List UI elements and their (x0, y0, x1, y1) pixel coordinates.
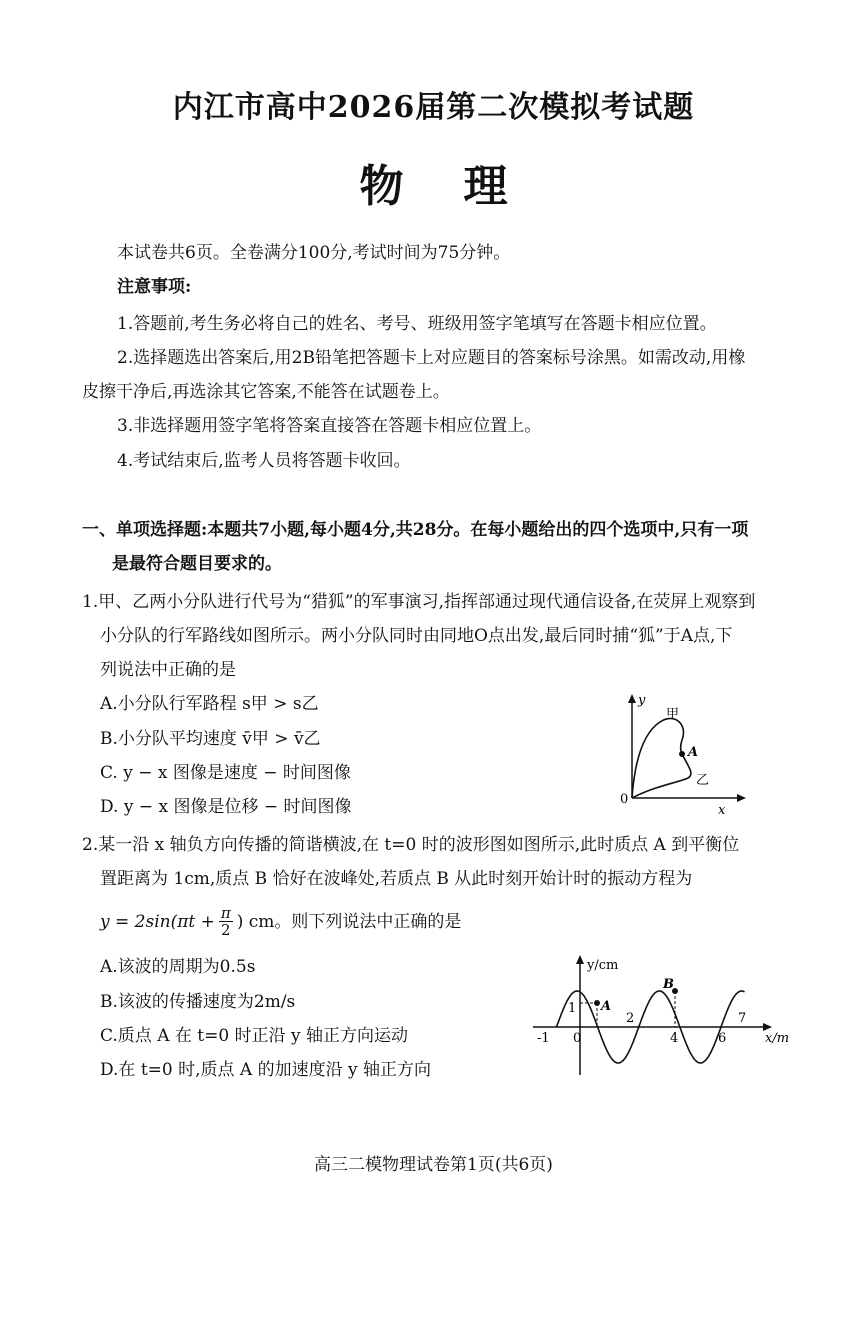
q2-option-a: A.该波的周期为0.5s (100, 957, 256, 977)
y-axis-arrow (628, 694, 636, 703)
fraction-numerator: π (220, 904, 231, 922)
q1-option-a: A.小分队行军路程 s甲 > s乙 (100, 694, 319, 714)
notes-item: 1.答题前,考生务必将自己的姓名、考号、班级用签字笔填写在答题卡相应位置。 (117, 314, 717, 334)
q2-stem: 置距离为 1cm,质点 B 恰好在波峰处,若质点 B 从此时刻开始计时的振动方程为 (100, 869, 693, 889)
exam-intro: 本试卷共6页。全卷满分100分,考试时间为75分钟。 (117, 243, 511, 263)
x-tick: -1 (537, 1031, 550, 1046)
q1-stem: 1.甲、乙两小分队进行代号为“猎狐”的军事演习,指挥部通过现代通信设备,在荧屏上观察到 (82, 592, 756, 612)
equation-suffix: ) cm。则下列说法中正确的是 (236, 911, 462, 932)
notes-item: 皮擦干净后,再选涂其它答案,不能答在试题卷上。 (82, 382, 450, 402)
page-footer: 高三二模物理试卷第1页(共6页) (314, 1155, 553, 1175)
y-tick-1: 1 (568, 1001, 577, 1016)
notes-heading: 注意事项: (117, 277, 192, 297)
yi-label: 乙 (696, 773, 710, 788)
notes-item: 3.非选择题用签字笔将答案直接答在答题卡相应位置上。 (117, 416, 542, 436)
section-heading-cont: 是最符合题目要求的。 (112, 554, 282, 574)
q1-stem: 小分队的行军路线如图所示。两小分队同时由同地O点出发,最后同时捕“狐”于A点,下 (100, 626, 733, 646)
fraction-denominator: 2 (221, 921, 231, 939)
q1-stem: 列说法中正确的是 (100, 660, 236, 680)
x-tick: 6 (718, 1031, 727, 1046)
x-axis-label: x (718, 803, 726, 815)
jia-label: 甲 (666, 707, 680, 722)
subject-title: 物理 (359, 161, 568, 212)
y-axis-label: y (638, 693, 646, 708)
equation-fraction (219, 905, 233, 938)
x-tick: 0 (573, 1031, 582, 1046)
point-b-label: B (663, 977, 674, 992)
jia-route (632, 718, 683, 798)
notes-item: 2.选择题选出答案后,用2B铅笔把答题卡上对应题目的答案标号涂黑。如需改动,用橡 (117, 348, 746, 368)
q1-option-d: D. y − x 图像是位移 − 时间图像 (100, 797, 352, 817)
q1-option-b: B.小分队平均速度 v̄甲 > v̄乙 (100, 729, 321, 749)
notes-item: 4.考试结束后,监考人员将答题卡收回。 (117, 451, 411, 471)
yi-route (632, 754, 691, 798)
exam-title: 内江市高中2026届第二次模拟考试题 (172, 90, 695, 125)
x-tick: 7 (738, 1011, 747, 1026)
equation-prefix: y = 2sin(πt + (100, 911, 215, 932)
x-tick: 2 (626, 1011, 635, 1026)
q2-option-c: C.质点 A 在 t=0 时正沿 y 轴正方向运动 (100, 1026, 408, 1046)
section-heading: 一、单项选择题:本题共7小题,每小题4分,共28分。在每小题给出的四个选项中,只有一项 (82, 520, 749, 540)
point-a-marker (594, 1000, 600, 1006)
q2-wave-figure (525, 950, 795, 1080)
x-axis-arrow (763, 1023, 772, 1031)
q1-option-c: C. y − x 图像是速度 − 时间图像 (100, 763, 351, 783)
q2-equation (100, 905, 461, 938)
x-tick: 4 (670, 1031, 679, 1046)
point-a-marker (679, 751, 685, 757)
x-axis-arrow (737, 794, 746, 802)
q1-path-figure (610, 690, 750, 815)
y-axis-label: y/cm (587, 958, 619, 973)
point-a-label: A (688, 745, 699, 760)
y-axis-arrow (576, 955, 584, 964)
q2-stem: 2.某一沿 x 轴负方向传播的简谐横波,在 t=0 时的波形图如图所示,此时质点 A 到平衡位 (82, 835, 740, 855)
x-axis-label: x/m (765, 1031, 790, 1046)
q2-option-b: B.该波的传播速度为2m/s (100, 992, 296, 1012)
origin-label: 0 (620, 792, 629, 807)
point-a-label: A (601, 999, 612, 1014)
q2-option-d: D.在 t=0 时,质点 A 的加速度沿 y 轴正方向 (100, 1060, 432, 1080)
